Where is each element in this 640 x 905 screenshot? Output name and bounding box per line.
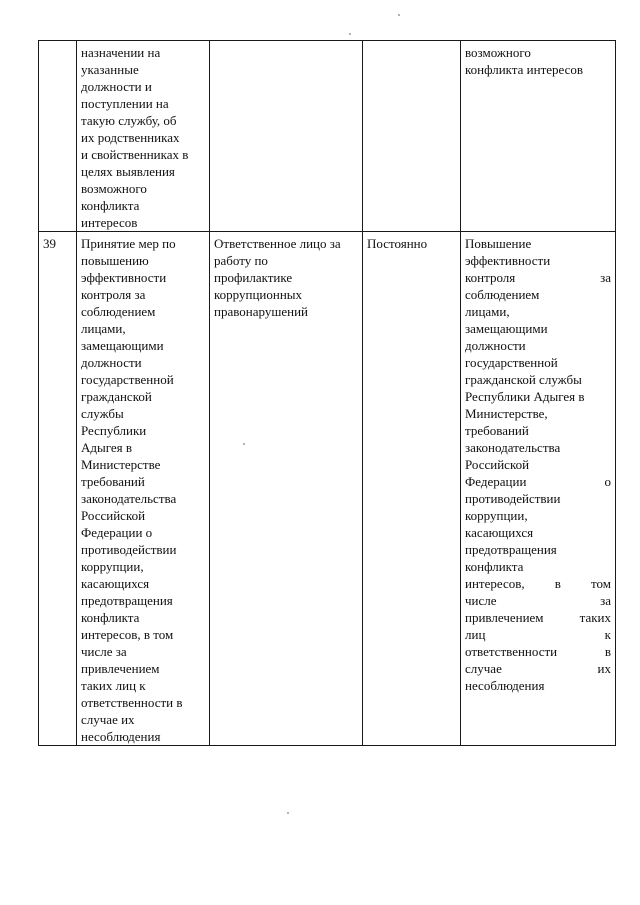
row-number-cell: 39 (39, 232, 77, 746)
event-line: законодательства (81, 491, 177, 506)
event-line: Принятие мер по (81, 236, 176, 251)
result-line: контроля за (465, 270, 611, 285)
event-line: должности (81, 355, 142, 370)
event-line: повышению (81, 253, 149, 268)
result-line: Республики Адыгея в (465, 389, 585, 404)
event-line: конфликта (81, 610, 140, 625)
event-line: назначении на (81, 45, 161, 60)
table-row-39 (39, 232, 616, 746)
event-line: Министерстве (81, 457, 161, 472)
result-cell (461, 232, 616, 746)
responsible-line: работу по (214, 253, 268, 268)
event-line: касающихся (81, 576, 150, 591)
responsible-cell (210, 232, 363, 746)
result-line: числе за (465, 593, 611, 608)
result-line: коррупции, (465, 508, 528, 523)
result-line: законодательства (465, 440, 561, 455)
event-line: таких лиц к (81, 678, 146, 693)
responsible-line: профилактике (214, 270, 293, 285)
event-line: службы (81, 406, 124, 421)
result-line: возможного (465, 45, 531, 60)
result-line: лицами, (465, 304, 510, 319)
result-line: привлечением таких (465, 610, 611, 625)
event-line: такую службу, об (81, 113, 177, 128)
result-line: Министерстве, (465, 406, 548, 421)
event-line: Адыгея в (81, 440, 133, 455)
event-line: случае их (81, 712, 135, 727)
responsible-line: Ответственное лицо за (214, 236, 341, 251)
result-line: касающихся (465, 525, 534, 540)
event-line: указанные (81, 62, 139, 77)
event-line: гражданской (81, 389, 152, 404)
anticorruption-plan-table (38, 40, 616, 746)
event-line: интересов, в том (81, 627, 174, 642)
event-line: контроля за (81, 287, 146, 302)
event-line: противодействии (81, 542, 177, 557)
result-line: конфликта (465, 559, 524, 574)
event-cell (77, 41, 210, 232)
event-line: замещающими (81, 338, 164, 353)
result-line: государственной (465, 355, 558, 370)
event-line: государственной (81, 372, 174, 387)
event-line: коррупции, (81, 559, 144, 574)
result-line: должности (465, 338, 526, 353)
result-line: Федерации о (465, 474, 611, 489)
result-line: ответственности в (465, 644, 611, 659)
event-line: Республики (81, 423, 147, 438)
event-line: должности и (81, 79, 152, 94)
result-line: предотвращения (465, 542, 557, 557)
scan-speck (287, 812, 289, 814)
event-line: соблюдением (81, 304, 156, 319)
event-line: эффективности (81, 270, 167, 285)
event-line: предотвращения (81, 593, 173, 608)
result-line: конфликта интересов (465, 62, 584, 77)
event-line: их родственниках (81, 130, 180, 145)
responsible-line: правонарушений (214, 304, 308, 319)
event-line: несоблюдения (81, 729, 161, 744)
result-line: несоблюдения (465, 678, 545, 693)
event-line: возможного (81, 181, 147, 196)
table-row-continued (39, 41, 616, 232)
event-line: конфликта (81, 198, 140, 213)
scan-speck (398, 14, 400, 16)
row-number-cell (39, 41, 77, 232)
result-line: Российской (465, 457, 530, 472)
term-cell: Постоянно (363, 232, 461, 746)
event-cell (77, 232, 210, 746)
result-cell (461, 41, 616, 232)
result-line: соблюдением (465, 287, 540, 302)
event-line: ответственности в (81, 695, 183, 710)
event-line: числе за (81, 644, 127, 659)
result-line: гражданской службы (465, 372, 582, 387)
term-cell (363, 41, 461, 232)
result-line: интересов, в том (465, 576, 611, 591)
event-line: и свойственниках в (81, 147, 189, 162)
responsible-cell (210, 41, 363, 232)
result-line: Повышение (465, 236, 532, 251)
event-line: лицами, (81, 321, 126, 336)
result-line: требований (465, 423, 529, 438)
result-line: случае их (465, 661, 611, 676)
result-line: противодействии (465, 491, 561, 506)
event-line: интересов (81, 215, 138, 230)
result-line: эффективности (465, 253, 551, 268)
event-line: целях выявления (81, 164, 175, 179)
scan-speck (349, 33, 351, 35)
event-line: Российской (81, 508, 146, 523)
result-line: лиц к (465, 627, 611, 642)
event-line: требований (81, 474, 145, 489)
event-line: привлечением (81, 661, 160, 676)
event-line: Федерации о (81, 525, 153, 540)
result-line: замещающими (465, 321, 548, 336)
responsible-line: коррупционных (214, 287, 303, 302)
event-line: поступлении на (81, 96, 169, 111)
